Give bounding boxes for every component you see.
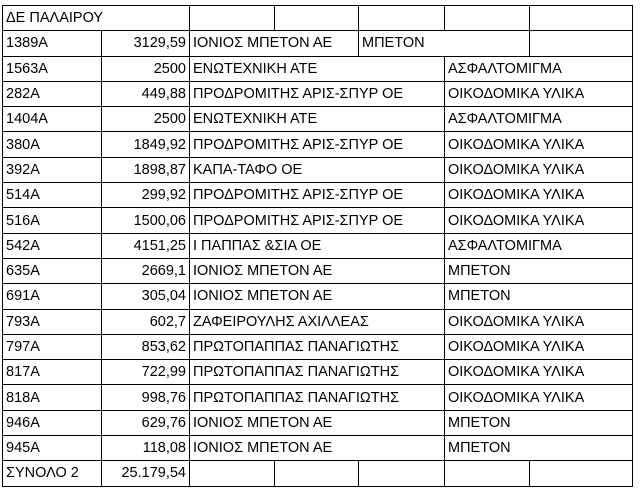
table-row <box>3 360 633 385</box>
cell[interactable] <box>190 461 275 486</box>
amount-cell[interactable]: 3129,59 <box>102 31 190 56</box>
category-cell[interactable]: ΜΠΕΤΟΝ <box>445 258 633 283</box>
invoice-code-cell[interactable]: 1563Α <box>3 56 102 81</box>
total-amount-cell[interactable]: 25.179,54 <box>102 461 190 486</box>
category-cell[interactable]: ΟΙΚΟΔΟΜΙΚΑ ΥΛΙΚΑ <box>445 183 633 208</box>
table-row <box>3 309 633 334</box>
table-row <box>3 31 633 56</box>
category-cell[interactable]: ΜΠΕΤΟΝ <box>359 31 530 56</box>
amount-cell[interactable]: 4151,25 <box>102 233 190 258</box>
supplier-cell[interactable]: ΕΝΩΤΕΧΝΙΚΗ ΑΤΕ <box>190 107 445 132</box>
category-cell[interactable]: ΟΙΚΟΔΟΜΙΚΑ ΥΛΙΚΑ <box>445 132 633 157</box>
supplier-cell[interactable]: ΖΑΦΕΙΡΟΥΛΗΣ ΑΧΙΛΛΕΑΣ <box>190 309 445 334</box>
amount-cell[interactable]: 299,92 <box>102 183 190 208</box>
amount-cell[interactable]: 2669,1 <box>102 258 190 283</box>
table-row <box>3 157 633 182</box>
category-cell[interactable]: ΜΠΕΤΟΝ <box>445 436 633 461</box>
category-cell[interactable]: ΟΙΚΟΔΟΜΙΚΑ ΥΛΙΚΑ <box>445 157 633 182</box>
category-cell[interactable]: ΜΠΕΤΟΝ <box>445 410 633 435</box>
total-row <box>3 461 633 486</box>
supplier-cell[interactable]: ΠΡΟΔΡΟΜΙΤΗΣ ΑΡΙΣ-ΣΠΥΡ ΟΕ <box>190 208 445 233</box>
amount-cell[interactable]: 722,99 <box>102 360 190 385</box>
category-cell[interactable]: ΟΙΚΟΔΟΜΙΚΑ ΥΛΙΚΑ <box>445 81 633 106</box>
data-table <box>2 5 633 487</box>
invoice-code-cell[interactable]: 392Α <box>3 157 102 182</box>
supplier-cell[interactable]: ΙΟΝΙΟΣ ΜΠΕΤΟΝ ΑΕ <box>190 31 359 56</box>
category-cell[interactable]: ΑΣΦΑΛΤΟΜΙΓΜΑ <box>445 107 633 132</box>
category-cell[interactable]: ΟΙΚΟΔΟΜΙΚΑ ΥΛΙΚΑ <box>445 334 633 359</box>
table-row <box>3 334 633 359</box>
amount-cell[interactable]: 1849,92 <box>102 132 190 157</box>
cell[interactable] <box>275 461 359 486</box>
supplier-cell[interactable]: ΙΟΝΙΟΣ ΜΠΕΤΟΝ ΑΕ <box>190 258 445 283</box>
table-row <box>3 385 633 410</box>
amount-cell[interactable]: 998,76 <box>102 385 190 410</box>
supplier-cell[interactable]: ΠΡΩΤΟΠΑΠΠΑΣ ΠΑΝΑΓΙΩΤΗΣ <box>190 334 445 359</box>
supplier-cell[interactable]: ΠΡΟΔΡΟΜΙΤΗΣ ΑΡΙΣ-ΣΠΥΡ ΟΕ <box>190 81 445 106</box>
invoice-code-cell[interactable]: 797Α <box>3 334 102 359</box>
invoice-code-cell[interactable]: 380Α <box>3 132 102 157</box>
amount-cell[interactable]: 1500,06 <box>102 208 190 233</box>
invoice-code-cell[interactable]: 945Α <box>3 436 102 461</box>
cell[interactable] <box>530 6 633 31</box>
amount-cell[interactable]: 1898,87 <box>102 157 190 182</box>
amount-cell[interactable]: 629,76 <box>102 410 190 435</box>
table-row <box>3 410 633 435</box>
table-row <box>3 183 633 208</box>
supplier-cell[interactable]: ΕΝΩΤΕΧΝΙΚΗ ΑΤΕ <box>190 56 445 81</box>
supplier-cell[interactable]: ΙΟΝΙΟΣ ΜΠΕΤΟΝ ΑΕ <box>190 436 445 461</box>
category-cell[interactable]: ΟΙΚΟΔΟΜΙΚΑ ΥΛΙΚΑ <box>445 309 633 334</box>
cell[interactable] <box>359 461 445 486</box>
invoice-code-cell[interactable]: 282Α <box>3 81 102 106</box>
amount-cell[interactable]: 853,62 <box>102 334 190 359</box>
table-row <box>3 233 633 258</box>
table-row <box>3 81 633 106</box>
amount-cell[interactable]: 2500 <box>102 107 190 132</box>
amount-cell[interactable]: 305,04 <box>102 284 190 309</box>
invoice-code-cell[interactable]: 542Α <box>3 233 102 258</box>
cell[interactable] <box>190 6 275 31</box>
table-row <box>3 284 633 309</box>
total-label-cell[interactable]: ΣΥΝΟΛΟ 2 <box>3 461 102 486</box>
category-cell[interactable]: ΑΣΦΑΛΤΟΜΙΓΜΑ <box>445 233 633 258</box>
table-row <box>3 56 633 81</box>
supplier-cell[interactable]: ΚΑΠΑ-ΤΑΦΟ ΟΕ <box>190 157 445 182</box>
table-row <box>3 436 633 461</box>
cell[interactable] <box>530 461 633 486</box>
table-row <box>3 107 633 132</box>
invoice-code-cell[interactable]: 1389Α <box>3 31 102 56</box>
category-cell[interactable]: ΟΙΚΟΔΟΜΙΚΑ ΥΛΙΚΑ <box>445 360 633 385</box>
invoice-code-cell[interactable]: 793Α <box>3 309 102 334</box>
supplier-cell[interactable]: ΠΡΟΔΡΟΜΙΤΗΣ ΑΡΙΣ-ΣΠΥΡ ΟΕ <box>190 183 445 208</box>
table-row <box>3 258 633 283</box>
title-row <box>3 6 633 31</box>
supplier-cell[interactable]: ΠΡΩΤΟΠΑΠΠΑΣ ΠΑΝΑΓΙΩΤΗΣ <box>190 385 445 410</box>
table-row <box>3 208 633 233</box>
supplier-cell[interactable]: ΠΡΟΔΡΟΜΙΤΗΣ ΑΡΙΣ-ΣΠΥΡ ΟΕ <box>190 132 445 157</box>
category-cell[interactable]: ΟΙΚΟΔΟΜΙΚΑ ΥΛΙΚΑ <box>445 208 633 233</box>
cell[interactable] <box>445 6 530 31</box>
supplier-cell[interactable]: ΙΟΝΙΟΣ ΜΠΕΤΟΝ ΑΕ <box>190 284 445 309</box>
invoice-code-cell[interactable]: 946Α <box>3 410 102 435</box>
amount-cell[interactable]: 2500 <box>102 56 190 81</box>
category-cell[interactable]: ΜΠΕΤΟΝ <box>445 284 633 309</box>
invoice-code-cell[interactable]: 817Α <box>3 360 102 385</box>
cell[interactable] <box>445 461 530 486</box>
table-title[interactable]: ΔΕ ΠΑΛΑΙΡΟΥ <box>3 6 190 31</box>
invoice-code-cell[interactable]: 691Α <box>3 284 102 309</box>
supplier-cell[interactable]: Ι ΠΑΠΠΑΣ &ΣΙΑ ΟΕ <box>190 233 445 258</box>
supplier-cell[interactable]: ΙΟΝΙΟΣ ΜΠΕΤΟΝ ΑΕ <box>190 410 445 435</box>
cell[interactable] <box>359 6 445 31</box>
cell[interactable] <box>275 6 359 31</box>
amount-cell[interactable]: 118,08 <box>102 436 190 461</box>
invoice-code-cell[interactable]: 1404Α <box>3 107 102 132</box>
category-cell[interactable]: ΑΣΦΑΛΤΟΜΙΓΜΑ <box>445 56 633 81</box>
table-row <box>3 132 633 157</box>
amount-cell[interactable]: 449,88 <box>102 81 190 106</box>
cell[interactable] <box>530 31 633 56</box>
supplier-cell[interactable]: ΠΡΩΤΟΠΑΠΠΑΣ ΠΑΝΑΓΙΩΤΗΣ <box>190 360 445 385</box>
table-body <box>3 6 633 487</box>
invoice-code-cell[interactable]: 818Α <box>3 385 102 410</box>
invoice-code-cell[interactable]: 635Α <box>3 258 102 283</box>
amount-cell[interactable]: 602,7 <box>102 309 190 334</box>
category-cell[interactable]: ΟΙΚΟΔΟΜΙΚΑ ΥΛΙΚΑ <box>445 385 633 410</box>
invoice-code-cell[interactable]: 516Α <box>3 208 102 233</box>
invoice-code-cell[interactable]: 514Α <box>3 183 102 208</box>
